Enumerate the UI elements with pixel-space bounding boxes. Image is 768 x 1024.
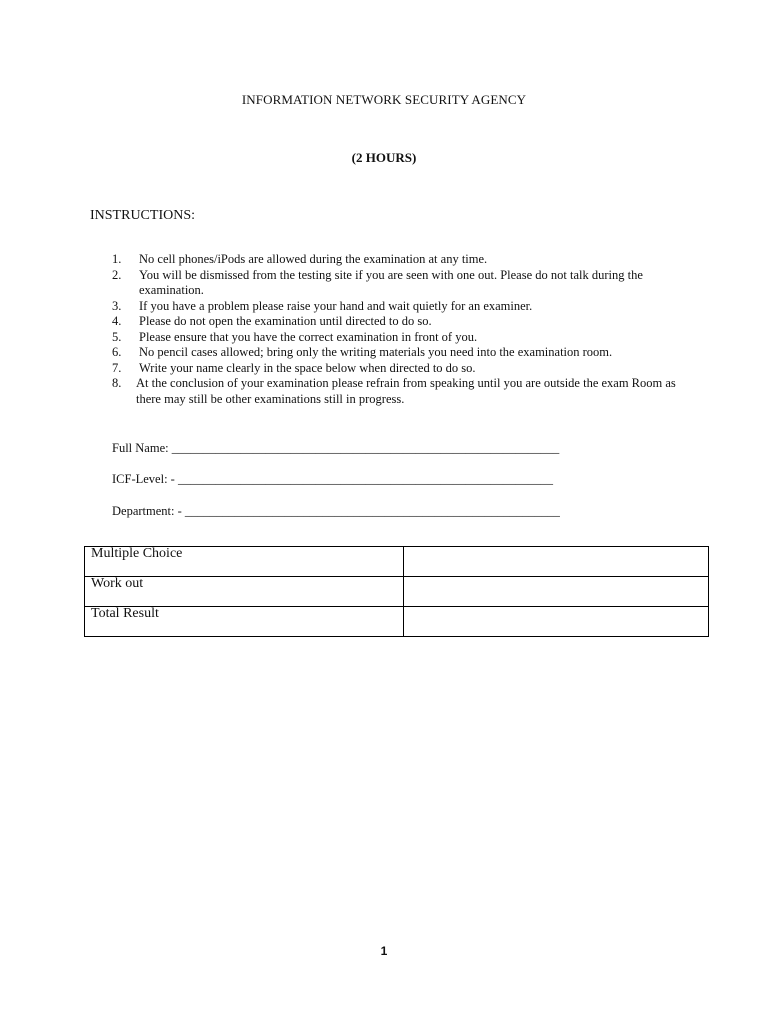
table-row — [85, 607, 709, 637]
instruction-number: 6. — [112, 345, 122, 359]
instruction-text: If you have a problem please raise your hand and wait quietly for an examiner. — [139, 298, 533, 313]
instruction-text: Write your name clearly in the space below when directed to do so. — [139, 360, 476, 375]
instructions-heading: INSTRUCTIONS: — [90, 208, 196, 223]
result-value-work-out[interactable] — [404, 577, 709, 607]
results-table — [84, 546, 709, 637]
instruction-text: At the conclusion of your examination please refrain from speaking until you are outside the exam Room as there may still be other examinations still in progress. — [136, 376, 676, 406]
instruction-number: 1. — [112, 252, 122, 266]
instruction-item-5 — [0, 330, 768, 346]
instruction-number: 7. — [112, 360, 122, 375]
instruction-item-6 — [0, 345, 768, 361]
instruction-text: Please do not open the examination until directed to do so. — [139, 314, 432, 328]
document-title: INFORMATION NETWORK SECURITY AGENCY — [241, 92, 527, 107]
full-name-field[interactable]: Full Name: ______________________________________________________________ — [112, 441, 560, 455]
result-value-total-result[interactable] — [404, 607, 709, 637]
instruction-item-2 — [0, 268, 768, 299]
table-row — [85, 577, 709, 607]
instruction-number: 5. — [112, 329, 122, 344]
icf-level-field[interactable]: ICF-Level: - ____________________________________________________________ — [112, 472, 553, 486]
instructions-list — [0, 252, 768, 407]
instruction-number: 8. — [112, 376, 122, 390]
result-label-total-result: Total Result — [85, 607, 404, 637]
department-field[interactable]: Department: - ____________________________________________________________ — [112, 504, 560, 518]
instruction-text: No pencil cases allowed; bring only the writing materials you need into the examination room. — [139, 345, 613, 359]
instruction-item-7 — [0, 361, 768, 377]
result-label-work-out: Work out — [85, 577, 404, 607]
instruction-item-1 — [0, 252, 768, 268]
instruction-item-8 — [0, 376, 768, 407]
table-row — [85, 547, 709, 577]
instruction-text: No cell phones/iPods are allowed during the examination at any time. — [139, 252, 488, 266]
instruction-item-3 — [0, 299, 768, 315]
instruction-number: 2. — [112, 267, 122, 282]
page-number: 1 — [380, 944, 388, 958]
result-value-multiple-choice[interactable] — [404, 547, 709, 577]
result-label-multiple-choice: Multiple Choice — [85, 547, 404, 577]
instruction-item-4 — [0, 314, 768, 330]
instruction-number: 3. — [112, 298, 122, 313]
exam-duration: (2 HOURS) — [351, 150, 417, 165]
instruction-text: Please ensure that you have the correct examination in front of you. — [139, 329, 478, 344]
instruction-number: 4. — [112, 314, 122, 328]
instruction-text: You will be dismissed from the testing site if you are seen with one out. Please do not talk during the examination. — [139, 267, 643, 297]
